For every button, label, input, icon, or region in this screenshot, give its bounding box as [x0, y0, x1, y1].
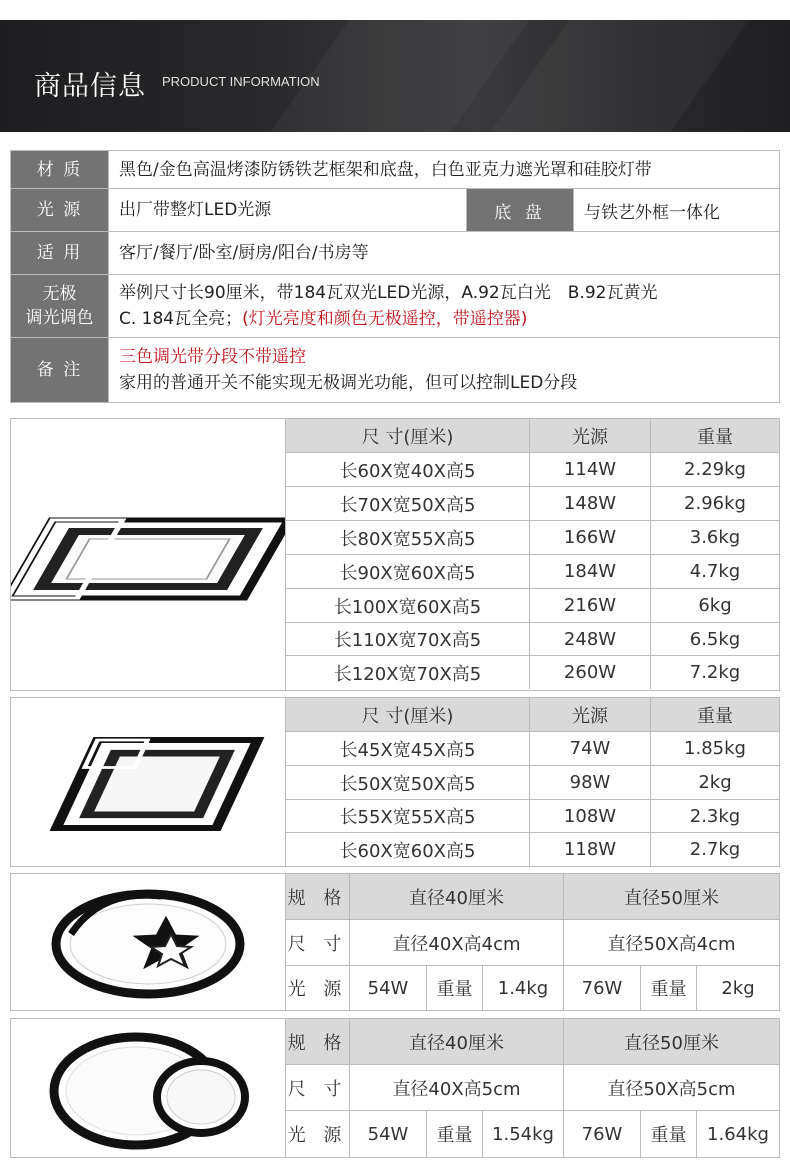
cell-light: 74W	[530, 732, 651, 765]
cell-weight: 2.96kg	[684, 493, 746, 514]
header-weight: 重量	[697, 705, 733, 727]
spec-value-material: 黑色/金色高温烤漆防锈铁艺框架和底盘，白色亚克力遮光罩和硅胶灯带	[119, 159, 652, 180]
table-row	[286, 487, 779, 521]
spec-label: 规 格	[286, 1019, 350, 1064]
dimming-line-2-text: C. 184瓦全亮；	[119, 309, 243, 329]
cell-weight-40: 1.4kg	[483, 966, 564, 1010]
table-row	[286, 589, 779, 623]
header-light: 光源	[530, 419, 651, 452]
cell-weight: 2.3kg	[689, 805, 741, 827]
cell-size: 长45X宽45X高5	[286, 732, 530, 765]
table-row	[286, 920, 779, 966]
header-weight: 重量	[697, 426, 733, 448]
cell-power-40: 54W	[350, 966, 427, 1010]
dimming-line-2	[119, 306, 527, 332]
cell-size: 长100X宽60X高5	[286, 589, 530, 622]
cell-weight: 4.7kg	[689, 561, 741, 582]
header-size: 尺 寸(厘米)	[286, 698, 530, 731]
weight-label: 重量	[427, 1111, 483, 1157]
table-row	[286, 453, 779, 487]
cell-size: 长120X宽70X高5	[286, 656, 530, 689]
header-size: 尺 寸(厘米)	[286, 419, 530, 452]
col-header-40: 直径40厘米	[350, 1019, 564, 1064]
spec-row-dimming	[11, 275, 779, 338]
cell-power-50: 76W	[564, 1111, 641, 1157]
rect-lamp-block	[10, 418, 780, 691]
section-subtitle: PRODUCT INFORMATION	[162, 74, 320, 89]
cell-size-40: 直径40X高5cm	[350, 1065, 564, 1110]
light-label: 光 源	[286, 966, 350, 1010]
spec-label-note: 备 注	[11, 338, 109, 402]
cell-light: 114W	[530, 453, 651, 486]
spec-value-usage: 客厅/餐厅/卧室/厨房/阳台/书房等	[119, 243, 369, 263]
spec-label-light: 光 源	[11, 189, 109, 231]
cell-power-50: 76W	[564, 966, 641, 1010]
table-row	[286, 656, 779, 689]
cell-weight-50: 2kg	[721, 977, 755, 999]
table-row	[286, 800, 779, 833]
cell-size: 长50X宽50X高5	[286, 766, 530, 799]
weight-label: 重量	[427, 966, 483, 1010]
table-row	[286, 766, 779, 800]
table-row	[286, 521, 779, 555]
spec-row-usage	[11, 232, 779, 275]
rect-size-table	[285, 419, 779, 690]
dimming-remote-note: (灯光亮度和颜色无极遥控，带遥控器)	[242, 309, 528, 329]
spec-value-note	[109, 338, 779, 402]
spec-label-dimming-line2: 调光调色	[25, 308, 94, 328]
cell-light: 216W	[530, 589, 651, 622]
spec-value-base: 与铁艺外框一体化	[584, 202, 720, 223]
cell-weight: 1.85kg	[684, 738, 746, 759]
table-row	[286, 732, 779, 766]
star-lamp-image	[11, 874, 285, 1010]
col-header-40: 直径40厘米	[350, 874, 564, 919]
circle-lamp-image	[11, 1019, 285, 1157]
table-header	[286, 698, 779, 732]
cell-size: 长70X宽50X高5	[286, 487, 530, 520]
cell-size: 长110X宽70X高5	[286, 623, 530, 655]
table-header	[286, 1019, 779, 1065]
cell-power-40: 54W	[350, 1111, 427, 1157]
cell-weight: 7.2kg	[689, 662, 741, 683]
cell-size-40: 直径40X高4cm	[350, 920, 564, 965]
spec-label-dimming	[11, 275, 109, 337]
cell-light: 260W	[530, 656, 651, 689]
header-light: 光源	[530, 698, 651, 731]
size-label: 尺 寸	[286, 920, 350, 965]
star-size-table	[285, 874, 779, 1010]
cell-light: 166W	[530, 521, 651, 554]
rect-lamp-image	[11, 419, 285, 690]
spec-label: 规 格	[286, 874, 350, 919]
spec-row-light	[11, 189, 779, 232]
cell-size: 长60X宽40X高5	[286, 453, 530, 486]
spec-value-light: 出厂带整灯LED光源	[119, 200, 272, 220]
cell-weight: 2.29kg	[684, 459, 746, 480]
table-header	[286, 874, 779, 920]
spec-label-base: 底 盘	[466, 189, 574, 231]
weight-label: 重量	[641, 1111, 697, 1157]
square-lamp-image	[11, 698, 285, 866]
cell-weight: 3.6kg	[689, 527, 741, 548]
header-banner	[0, 20, 790, 132]
cell-light: 184W	[530, 555, 651, 588]
cell-light: 248W	[530, 623, 651, 655]
table-row	[286, 966, 779, 1010]
dimming-line-1: 举例尺寸长90厘米，带184瓦双光LED光源，A.92瓦白光 B.92瓦黄光	[119, 283, 658, 303]
spec-row-material	[11, 151, 779, 189]
cell-light: 108W	[530, 800, 651, 832]
section-title: 商品信息	[34, 71, 146, 102]
cell-size: 长55X宽55X高5	[286, 800, 530, 832]
spec-label-dimming-line1: 无极	[42, 284, 77, 304]
cell-weight-50: 1.64kg	[707, 1123, 769, 1145]
cell-size-50: 直径50X高4cm	[607, 933, 736, 955]
cell-size-50: 直径50X高5cm	[607, 1078, 736, 1100]
star-lamp-block	[10, 873, 780, 1011]
square-lamp-block	[10, 697, 780, 867]
table-row	[286, 833, 779, 866]
cell-weight: 2kg	[698, 772, 732, 793]
spec-label-usage: 适 用	[11, 232, 109, 274]
cell-weight-40: 1.54kg	[483, 1111, 564, 1157]
table-row	[286, 555, 779, 589]
cell-size: 长90X宽60X高5	[286, 555, 530, 588]
table-row	[286, 623, 779, 656]
note-line-2: 家用的普通开关不能实现无极调光功能，但可以控制LED分段	[119, 373, 578, 393]
cell-weight: 6kg	[698, 595, 732, 616]
cell-weight: 2.7kg	[689, 839, 741, 860]
spec-value-dimming	[109, 275, 779, 337]
table-row	[286, 1111, 779, 1157]
circle-size-table	[285, 1019, 779, 1157]
cell-light: 118W	[530, 833, 651, 866]
spec-table	[10, 150, 780, 403]
circle-lamp-block	[10, 1018, 780, 1158]
light-label: 光 源	[286, 1111, 350, 1157]
square-size-table	[285, 698, 779, 866]
cell-size: 长60X宽60X高5	[286, 833, 530, 866]
size-label: 尺 寸	[286, 1065, 350, 1110]
col-header-50: 直径50厘米	[564, 874, 779, 919]
col-header-50: 直径50厘米	[564, 1019, 779, 1064]
cell-size: 长80X宽55X高5	[286, 521, 530, 554]
note-line-1: 三色调光带分段不带遥控	[119, 347, 306, 367]
cell-light: 148W	[530, 487, 651, 520]
spec-label-material: 材 质	[11, 151, 109, 188]
table-row	[286, 1065, 779, 1111]
cell-light: 98W	[530, 766, 651, 799]
weight-label: 重量	[641, 966, 697, 1010]
table-header	[286, 419, 779, 453]
cell-weight: 6.5kg	[689, 628, 741, 650]
spec-row-note	[11, 338, 779, 402]
